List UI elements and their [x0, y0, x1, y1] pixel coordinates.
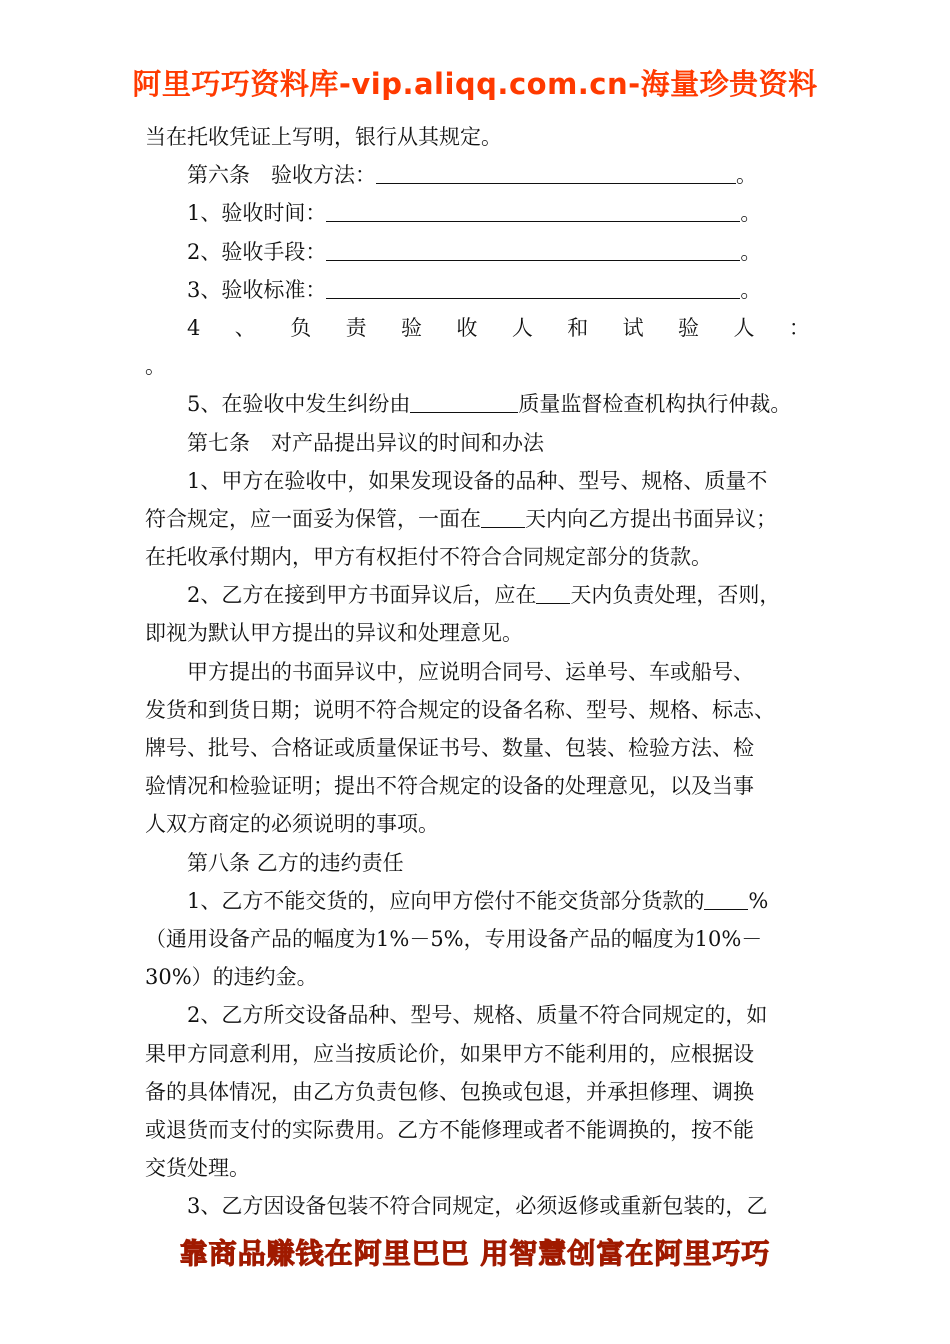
text-line: 2、乙方所交设备品种、型号、规格、质量不符合同规定的，如: [187, 1003, 768, 1028]
text-line: 牌号、批号、合格证或质量保证书号、数量、包装、检验方法、检: [145, 736, 754, 760]
line-end: 。: [740, 277, 762, 302]
text-line: 甲方提出的书面异议中，应说明合同号、运单号、车或船号、: [187, 659, 754, 684]
spread-char: 人: [511, 315, 533, 340]
text-segment: 天内负责处理，否则，: [570, 583, 781, 608]
text-segment: 天内向乙方提出书面异议；: [525, 506, 777, 531]
inspector-line: [145, 309, 810, 347]
text-line: 3、乙方因设备包装不符合同规定，必须返修或重新包装的，乙: [187, 1194, 768, 1219]
text-line: 发货和到货日期；说明不符合规定的设备名称、型号、规格、标志、: [145, 697, 775, 722]
spread-char: 负: [290, 315, 312, 340]
line-end: 。: [740, 239, 762, 264]
inspection-time-label: 1、验收时间：: [187, 201, 327, 226]
spread-char: 试: [622, 315, 644, 340]
text-segment: 1、乙方不能交货的，应向甲方偿付不能交货部分货款的: [187, 888, 705, 913]
text-line: 交货处理。: [145, 1156, 250, 1181]
article-7-heading: 第七条 对产品提出异议的时间和办法: [187, 430, 544, 455]
blank-field: [326, 236, 740, 261]
spread-char: 验: [401, 315, 422, 340]
spread-char: 人: [733, 315, 755, 340]
blank-field: [410, 388, 518, 413]
spread-char: 和: [567, 315, 589, 340]
text-line: 即视为默认甲方提出的异议和处理意见。: [145, 621, 523, 646]
text-line: 在托收承付期内，甲方有权拒付不符合合同规定部分的货款。: [145, 545, 712, 570]
article-6-heading: 第六条 验收方法：: [187, 163, 376, 188]
text-line: 人双方商定的必须说明的事项。: [145, 812, 439, 837]
spread-char: 验: [678, 315, 700, 340]
blank-field: [536, 579, 570, 604]
blank-field: [481, 503, 525, 528]
text-segment: 质量监督检查机构执行仲裁。: [518, 392, 792, 417]
penalty-percent-line: [145, 882, 810, 920]
text-line: 备的具体情况，由乙方负责包修、包换或包退，并承担修理、调换: [145, 1079, 754, 1104]
text-line: （通用设备产品的幅度为1%－5%，专用设备产品的幅度为10%－: [145, 926, 763, 951]
blank-field: [326, 197, 740, 222]
dispute-line: [145, 385, 810, 423]
inspection-means-line: [145, 233, 810, 271]
text-segment: 符合规定，应一面妥为保管，一面在: [145, 506, 481, 531]
blank-field: [326, 274, 740, 299]
text-line: 30%）的违约金。: [145, 965, 318, 990]
inspection-time-line: [145, 194, 810, 232]
text-line: 果甲方同意利用，应当按质论价，如果甲方不能利用的，应根据设: [145, 1041, 754, 1066]
objection-days-line: [145, 500, 810, 538]
line-end: 。: [736, 163, 757, 188]
inspection-means-label: 2、验收手段：: [187, 239, 327, 264]
spread-char: ：: [788, 315, 810, 340]
text-line: 1、甲方在验收中，如果发现设备的品种、型号、规格、质量不: [187, 468, 768, 493]
line-end: 。: [740, 201, 762, 226]
contract-body: [145, 118, 810, 1225]
article-6-line: [145, 156, 810, 194]
footer-banner: 靠商品赚钱在阿里巴巴 用智慧创富在阿里巧巧: [179, 1237, 771, 1270]
text-line: 。: [145, 354, 166, 379]
text-line: 或退货而支付的实际费用。乙方不能修理或者不能调换的，按不能: [145, 1117, 754, 1142]
text-line: 验情况和检验证明；提出不符合规定的设备的处理意见，以及当事: [145, 774, 754, 799]
spread-char: 4: [187, 315, 201, 340]
text-line: 当在托收凭证上写明，银行从其规定。: [145, 125, 502, 149]
text-segment: 2、乙方在接到甲方书面异议后，应在: [187, 583, 537, 608]
spread-char: 、: [234, 315, 256, 340]
text-segment: %: [748, 888, 769, 913]
text-segment: 5、在验收中发生纠纷由: [187, 392, 411, 417]
handling-days-line: [145, 576, 810, 614]
header-banner: 阿里巧巧资料库-vip.aliqq.com.cn-海量珍贵资料: [132, 67, 818, 101]
inspection-standard-label: 3、验收标准：: [187, 277, 327, 302]
inspection-standard-line: [145, 271, 810, 309]
blank-field: [704, 885, 748, 910]
spread-char: 收: [456, 315, 478, 340]
article-8-heading: 第八条 乙方的违约责任: [187, 850, 404, 875]
spread-char: 责: [345, 315, 367, 340]
blank-field: [376, 159, 736, 184]
